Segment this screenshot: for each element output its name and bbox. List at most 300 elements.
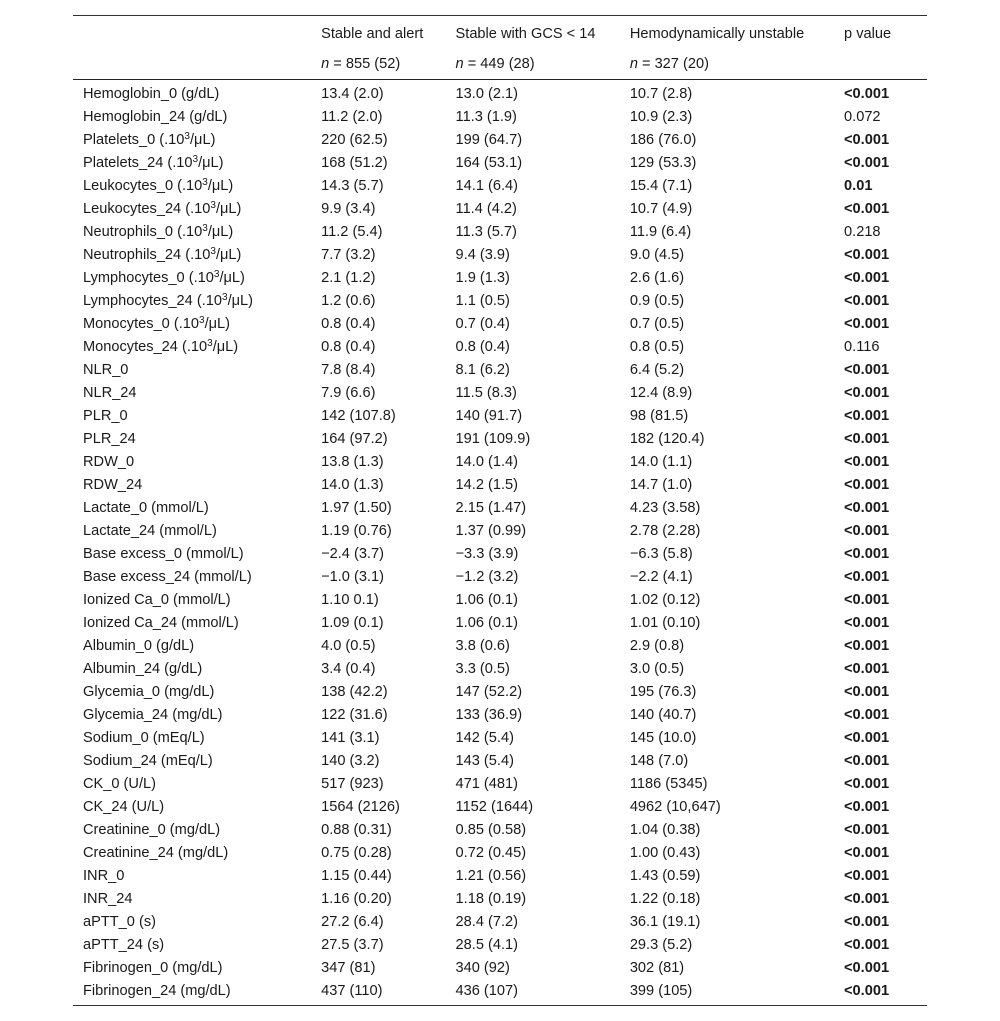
value-unstable: −6.3 (5.8): [629, 545, 693, 562]
value-stable-alert: −2.4 (3.7): [321, 545, 384, 562]
value-stable-alert: 437 (110): [321, 982, 383, 999]
value-stable-alert: 168 (51.2): [321, 154, 388, 171]
row-label-text: Lymphocytes_24 (.10: [83, 292, 222, 309]
value-stable-gcs: 11.5 (8.3): [455, 384, 517, 401]
p-value: <0.001: [844, 637, 890, 654]
row-label: [73, 910, 321, 933]
value-stable-gcs: 14.2 (1.5): [455, 476, 518, 493]
value-unstable: 98 (81.5): [629, 407, 689, 424]
value-stable-gcs: 1.1 (0.5): [455, 292, 510, 309]
value-unstable: 0.7 (0.5): [629, 315, 685, 332]
value-unstable: 140 (40.7): [629, 706, 697, 723]
row-label-text: NLR_0: [83, 361, 129, 378]
p-value: <0.001: [844, 568, 890, 585]
row-label-text: Monocytes_24 (.10: [83, 338, 208, 355]
p-value: <0.001: [844, 292, 890, 309]
row-label-text: Fibrinogen_24 (mg/dL): [83, 982, 231, 999]
n-symbol: n: [629, 56, 638, 72]
row-label-unit: /μL): [212, 338, 239, 355]
value-stable-gcs: 143 (5.4): [455, 752, 514, 769]
row-label-unit: /μL): [207, 223, 234, 240]
value-stable-gcs: 0.8 (0.4): [455, 338, 510, 355]
p-value: <0.001: [844, 545, 890, 562]
row-label-text: CK_0 (U/L): [83, 775, 156, 792]
row-label-text: RDW_0: [83, 453, 135, 470]
p-value: <0.001: [844, 752, 890, 769]
table-row: [73, 565, 927, 588]
value-unstable: 4.23 (3.58): [629, 499, 701, 516]
p-value: <0.001: [844, 706, 890, 723]
table-row: [73, 496, 927, 519]
value-stable-gcs: 140 (91.7): [455, 407, 523, 424]
value-unstable: 9.0 (4.5): [629, 246, 685, 263]
value-stable-gcs: 9.4 (3.9): [455, 246, 510, 263]
value-stable-gcs: 436 (107): [455, 982, 519, 999]
value-stable-alert: 1.2 (0.6): [321, 292, 376, 309]
value-unstable: 145 (10.0): [629, 729, 697, 746]
row-label: [73, 289, 321, 312]
value-stable-gcs: 3.3 (0.5): [455, 660, 510, 677]
row-label: [73, 174, 321, 197]
value-stable-gcs: 14.1 (6.4): [455, 177, 518, 194]
value-unstable: 186 (76.0): [629, 131, 697, 148]
table-header: [73, 16, 927, 80]
row-label-text: Albumin_0 (g/dL): [83, 637, 195, 654]
table-row: [73, 703, 927, 726]
table-row: [73, 979, 927, 1006]
row-label: [73, 703, 321, 726]
value-unstable: 1186 (5345): [629, 775, 708, 792]
row-label-unit: /μL): [227, 292, 254, 309]
row-label: [73, 749, 321, 772]
value-stable-gcs: 1.18 (0.19): [455, 890, 527, 907]
value-unstable: 11.9 (6.4): [629, 223, 692, 240]
value-unstable: 195 (76.3): [629, 683, 697, 700]
table-row: [73, 864, 927, 887]
table-row: [73, 726, 927, 749]
row-label: [73, 818, 321, 841]
value-unstable: 12.4 (8.9): [629, 384, 693, 401]
value-unstable: 148 (7.0): [629, 752, 689, 769]
value-stable-gcs: 199 (64.7): [455, 131, 523, 148]
value-stable-alert: 1.19 (0.76): [321, 522, 392, 539]
value-stable-alert: 1.15 (0.44): [321, 867, 392, 884]
row-label-text: PLR_24: [83, 430, 136, 447]
row-label: [73, 450, 321, 473]
sample-size-blank: [73, 49, 321, 80]
value-stable-alert: 11.2 (2.0): [321, 108, 383, 125]
p-value: <0.001: [844, 269, 890, 286]
table-row: [73, 289, 927, 312]
table-row: [73, 312, 927, 335]
row-label: [73, 841, 321, 864]
value-unstable: 1.22 (0.18): [629, 890, 701, 907]
value-stable-gcs: 164 (53.1): [455, 154, 523, 171]
value-stable-alert: 141 (3.1): [321, 729, 380, 746]
p-value: <0.001: [844, 614, 890, 631]
value-stable-alert: 2.1 (1.2): [321, 269, 376, 286]
value-stable-gcs: 1.06 (0.1): [455, 614, 518, 631]
row-label: [73, 220, 321, 243]
row-label: [73, 726, 321, 749]
table-row: [73, 795, 927, 818]
value-unstable: 14.0 (1.1): [629, 453, 693, 470]
value-stable-alert: 0.8 (0.4): [321, 338, 376, 355]
p-value: <0.001: [844, 430, 890, 447]
p-value: <0.001: [844, 890, 890, 907]
row-label: [73, 887, 321, 910]
p-value: <0.001: [844, 315, 890, 332]
row-label-unit: /μL): [198, 154, 224, 171]
value-stable-gcs: 0.85 (0.58): [455, 821, 527, 838]
value-stable-gcs: −3.3 (3.9): [455, 545, 519, 562]
row-label-text: Lactate_0 (mmol/L): [83, 499, 209, 516]
row-label: [73, 956, 321, 979]
table-row: [73, 772, 927, 795]
value-unstable: 10.7 (2.8): [629, 85, 693, 102]
value-stable-alert: 7.7 (3.2): [321, 246, 376, 263]
value-stable-gcs: 147 (52.2): [455, 683, 523, 700]
row-label-exponent: 3: [222, 291, 228, 303]
value-unstable: 6.4 (5.2): [629, 361, 685, 378]
table-row: [73, 887, 927, 910]
value-unstable: 129 (53.3): [629, 154, 697, 171]
value-unstable: 2.78 (2.28): [629, 522, 701, 539]
row-label: [73, 496, 321, 519]
value-unstable: 1.02 (0.12): [629, 591, 701, 608]
table-row: [73, 266, 927, 289]
table-row: [73, 243, 927, 266]
n-symbol: n: [455, 56, 464, 72]
value-stable-gcs: 1.21 (0.56): [455, 867, 527, 884]
row-label: [73, 404, 321, 427]
row-label: [73, 864, 321, 887]
row-label-text: Lymphocytes_0 (.10: [83, 269, 214, 286]
p-value: <0.001: [844, 131, 890, 148]
value-stable-alert: 347 (81): [321, 959, 376, 976]
header-p-value: p value: [844, 25, 892, 42]
value-stable-alert: 142 (107.8): [321, 407, 396, 424]
p-value: <0.001: [844, 867, 890, 884]
row-label-text: Neutrophils_0 (.10: [83, 223, 203, 240]
p-value: <0.001: [844, 959, 890, 976]
sample-size-stable-gcs: [456, 49, 630, 80]
table-row: [73, 427, 927, 450]
value-unstable: 182 (120.4): [629, 430, 705, 447]
row-label-unit: /μL): [204, 315, 231, 332]
row-label-text: Hemoglobin_0 (g/dL): [83, 85, 220, 102]
p-value: <0.001: [844, 913, 890, 930]
value-stable-alert: 11.2 (5.4): [321, 223, 383, 240]
n-symbol: n: [321, 56, 330, 72]
row-label: [73, 611, 321, 634]
row-label: [73, 381, 321, 404]
value-unstable: 302 (81): [629, 959, 685, 976]
row-label-text: Base excess_0 (mmol/L): [83, 545, 244, 562]
row-label-text: aPTT_0 (s): [83, 913, 156, 930]
table-row: [73, 657, 927, 680]
p-value: <0.001: [844, 775, 890, 792]
row-label-text: CK_24 (U/L): [83, 798, 165, 815]
row-label-exponent: 3: [184, 130, 190, 142]
value-stable-alert: 0.8 (0.4): [321, 315, 376, 332]
row-label-text: Platelets_0 (.10: [83, 131, 185, 148]
value-stable-alert: 138 (42.2): [321, 683, 388, 700]
value-stable-alert: 0.75 (0.28): [321, 844, 392, 861]
header-row: [73, 16, 927, 50]
p-value: <0.001: [844, 453, 890, 470]
p-value: <0.001: [844, 154, 890, 171]
row-label: [73, 519, 321, 542]
value-stable-alert: 13.4 (2.0): [321, 85, 384, 102]
row-label-text: Fibrinogen_0 (mg/dL): [83, 959, 223, 976]
row-label-text: Monocytes_0 (.10: [83, 315, 200, 332]
value-stable-alert: 14.3 (5.7): [321, 177, 384, 194]
value-stable-alert: 1.10 0.1): [321, 591, 379, 608]
value-unstable: 3.0 (0.5): [629, 660, 685, 677]
value-stable-gcs: 471 (481): [455, 775, 519, 792]
table-row: [73, 611, 927, 634]
value-stable-alert: 220 (62.5): [321, 131, 388, 148]
row-label: [73, 312, 321, 335]
row-label-text: NLR_24: [83, 384, 137, 401]
row-label-text: Sodium_24 (mEq/L): [83, 752, 213, 769]
table-row: [73, 220, 927, 243]
p-value: 0.218: [844, 223, 881, 240]
value-stable-gcs: 1.9 (1.3): [455, 269, 510, 286]
row-label-text: Ionized Ca_24 (mmol/L): [83, 614, 239, 631]
row-label: [73, 657, 321, 680]
value-stable-gcs: 1152 (1644): [455, 798, 534, 815]
value-stable-gcs: 0.7 (0.4): [455, 315, 510, 332]
row-label: [73, 933, 321, 956]
row-label: [73, 128, 321, 151]
value-unstable: 1.01 (0.10): [629, 614, 701, 631]
table-row: [73, 404, 927, 427]
table-row: [73, 588, 927, 611]
sample-size-value: = 449 (28): [463, 56, 535, 72]
row-label-text: Leukocytes_24 (.10: [83, 200, 211, 217]
row-label-text: Glycemia_0 (mg/dL): [83, 683, 215, 700]
table-row: [73, 818, 927, 841]
row-label: [73, 680, 321, 703]
table-row: [73, 174, 927, 197]
row-label-text: Leukocytes_0 (.10: [83, 177, 203, 194]
row-label-text: INR_24: [83, 890, 133, 907]
sample-size-unstable: [630, 49, 844, 80]
table-row: [73, 519, 927, 542]
value-unstable: 2.9 (0.8): [629, 637, 685, 654]
value-stable-gcs: 11.4 (4.2): [455, 200, 517, 217]
row-label: [73, 588, 321, 611]
p-value: <0.001: [844, 246, 890, 263]
table-row: [73, 80, 927, 106]
p-value: <0.001: [844, 85, 890, 102]
header-stable-alert: Stable and alert: [321, 25, 424, 42]
table-row: [73, 335, 927, 358]
value-stable-gcs: 142 (5.4): [455, 729, 514, 746]
row-label-exponent: 3: [192, 153, 199, 165]
table-row: [73, 542, 927, 565]
p-value: <0.001: [844, 522, 890, 539]
value-stable-alert: 14.0 (1.3): [321, 476, 384, 493]
sample-size-stable-alert: [321, 49, 455, 80]
row-label-text: RDW_24: [83, 476, 143, 493]
row-label-text: Lactate_24 (mmol/L): [83, 522, 217, 539]
value-stable-gcs: 11.3 (5.7): [455, 223, 517, 240]
value-stable-gcs: 0.72 (0.45): [455, 844, 527, 861]
row-label: [73, 473, 321, 496]
row-label-exponent: 3: [213, 268, 220, 280]
value-stable-alert: 13.8 (1.3): [321, 453, 384, 470]
header-stable-gcs: Stable with GCS < 14: [455, 25, 596, 42]
value-unstable: 36.1 (19.1): [629, 913, 701, 930]
p-value: <0.001: [844, 499, 890, 516]
value-stable-gcs: 1.06 (0.1): [455, 591, 518, 608]
value-stable-gcs: 340 (92): [455, 959, 510, 976]
table-row: [73, 197, 927, 220]
value-stable-alert: 1.97 (1.50): [321, 499, 392, 516]
row-label-text: Base excess_24 (mmol/L): [83, 568, 252, 585]
value-unstable: −2.2 (4.1): [629, 568, 693, 585]
p-value: 0.072: [844, 108, 881, 125]
row-label: [73, 772, 321, 795]
table-row: [73, 151, 927, 174]
row-label: [73, 197, 321, 220]
sample-size-value: = 327 (20): [637, 56, 709, 72]
sample-size-value: = 855 (52): [329, 56, 401, 72]
row-label: [73, 795, 321, 818]
p-value: 0.01: [844, 177, 873, 194]
p-value: <0.001: [844, 361, 890, 378]
table-row: [73, 473, 927, 496]
value-stable-gcs: 28.4 (7.2): [455, 913, 518, 930]
value-stable-gcs: 8.1 (6.2): [455, 361, 510, 378]
value-unstable: 2.6 (1.6): [629, 269, 685, 286]
value-unstable: 399 (105): [629, 982, 693, 999]
sample-size-p-blank: [844, 49, 927, 80]
table-row: [73, 841, 927, 864]
p-value: <0.001: [844, 591, 890, 608]
value-stable-alert: 164 (97.2): [321, 430, 388, 447]
table-row: [73, 933, 927, 956]
value-unstable: 4962 (10,647): [629, 798, 721, 815]
value-unstable: 1.04 (0.38): [629, 821, 701, 838]
value-stable-gcs: 1.37 (0.99): [455, 522, 527, 539]
row-label-text: Ionized Ca_0 (mmol/L): [83, 591, 231, 608]
row-label: [73, 358, 321, 381]
row-label: [73, 80, 321, 106]
p-value: <0.001: [844, 384, 890, 401]
row-label-exponent: 3: [210, 199, 216, 211]
p-value: <0.001: [844, 936, 890, 953]
table-row: [73, 634, 927, 657]
row-label: [73, 105, 321, 128]
p-value: <0.001: [844, 683, 890, 700]
value-stable-alert: 517 (923): [321, 775, 384, 792]
row-label-text: Platelets_24 (.10: [83, 154, 193, 171]
row-label: [73, 151, 321, 174]
row-label-exponent: 3: [210, 245, 216, 257]
value-stable-alert: 0.88 (0.31): [321, 821, 392, 838]
table-row: [73, 749, 927, 772]
row-label-text: Sodium_0 (mEq/L): [83, 729, 205, 746]
row-label: [73, 542, 321, 565]
row-label-unit: /μL): [219, 269, 245, 286]
row-label-unit: /μL): [215, 200, 242, 217]
row-label-exponent: 3: [207, 337, 213, 349]
value-stable-gcs: 133 (36.9): [455, 706, 523, 723]
row-label-text: Neutrophils_24 (.10: [83, 246, 211, 263]
table-body: [73, 80, 927, 1006]
value-stable-alert: 4.0 (0.5): [321, 637, 376, 654]
row-label-text: Creatinine_24 (mg/dL): [83, 844, 229, 861]
header-hemodynamically-unstable: Hemodynamically unstable: [629, 25, 805, 42]
value-unstable: 29.3 (5.2): [629, 936, 693, 953]
value-stable-gcs: −1.2 (3.2): [455, 568, 519, 585]
p-value: <0.001: [844, 982, 890, 999]
table-row: [73, 956, 927, 979]
value-stable-alert: 7.8 (8.4): [321, 361, 376, 378]
row-label: [73, 565, 321, 588]
row-label-unit: /μL): [189, 131, 216, 148]
p-value: <0.001: [844, 660, 890, 677]
p-value: <0.001: [844, 844, 890, 861]
value-stable-alert: 9.9 (3.4): [321, 200, 376, 217]
value-stable-gcs: 28.5 (4.1): [455, 936, 518, 953]
table-row: [73, 358, 927, 381]
value-unstable: 14.7 (1.0): [629, 476, 693, 493]
value-unstable: 1.00 (0.43): [629, 844, 701, 861]
value-stable-gcs: 11.3 (1.9): [455, 108, 517, 125]
value-stable-alert: 1.09 (0.1): [321, 614, 384, 631]
value-stable-alert: 27.5 (3.7): [321, 936, 384, 953]
row-label: [73, 979, 321, 1006]
row-label-text: Glycemia_24 (mg/dL): [83, 706, 223, 723]
row-label: [73, 243, 321, 266]
value-stable-alert: 140 (3.2): [321, 752, 380, 769]
value-stable-gcs: 14.0 (1.4): [455, 453, 518, 470]
p-value: <0.001: [844, 200, 890, 217]
table-row: [73, 381, 927, 404]
row-label-text: INR_0: [83, 867, 125, 884]
value-unstable: 0.8 (0.5): [629, 338, 685, 355]
value-unstable: 0.9 (0.5): [629, 292, 685, 309]
row-label-text: PLR_0: [83, 407, 128, 424]
p-value: <0.001: [844, 476, 890, 493]
row-label-unit: /μL): [207, 177, 234, 194]
sample-size-row: [73, 49, 927, 80]
value-stable-gcs: 2.15 (1.47): [455, 499, 527, 516]
header-label-column: [73, 16, 321, 50]
value-stable-alert: 122 (31.6): [321, 706, 388, 723]
p-value: <0.001: [844, 798, 890, 815]
value-unstable: 1.43 (0.59): [629, 867, 701, 884]
table-row: [73, 680, 927, 703]
value-stable-alert: 1.16 (0.20): [321, 890, 392, 907]
p-value: 0.116: [844, 338, 880, 355]
table-row: [73, 105, 927, 128]
row-label-text: Hemoglobin_24 (g/dL): [83, 108, 228, 125]
p-value: <0.001: [844, 407, 890, 424]
table-row: [73, 128, 927, 151]
value-unstable: 15.4 (7.1): [629, 177, 693, 194]
table-row: [73, 910, 927, 933]
value-stable-gcs: 13.0 (2.1): [455, 85, 518, 102]
table-row: [73, 450, 927, 473]
lab-values-table: [73, 15, 927, 1006]
row-label: [73, 266, 321, 289]
